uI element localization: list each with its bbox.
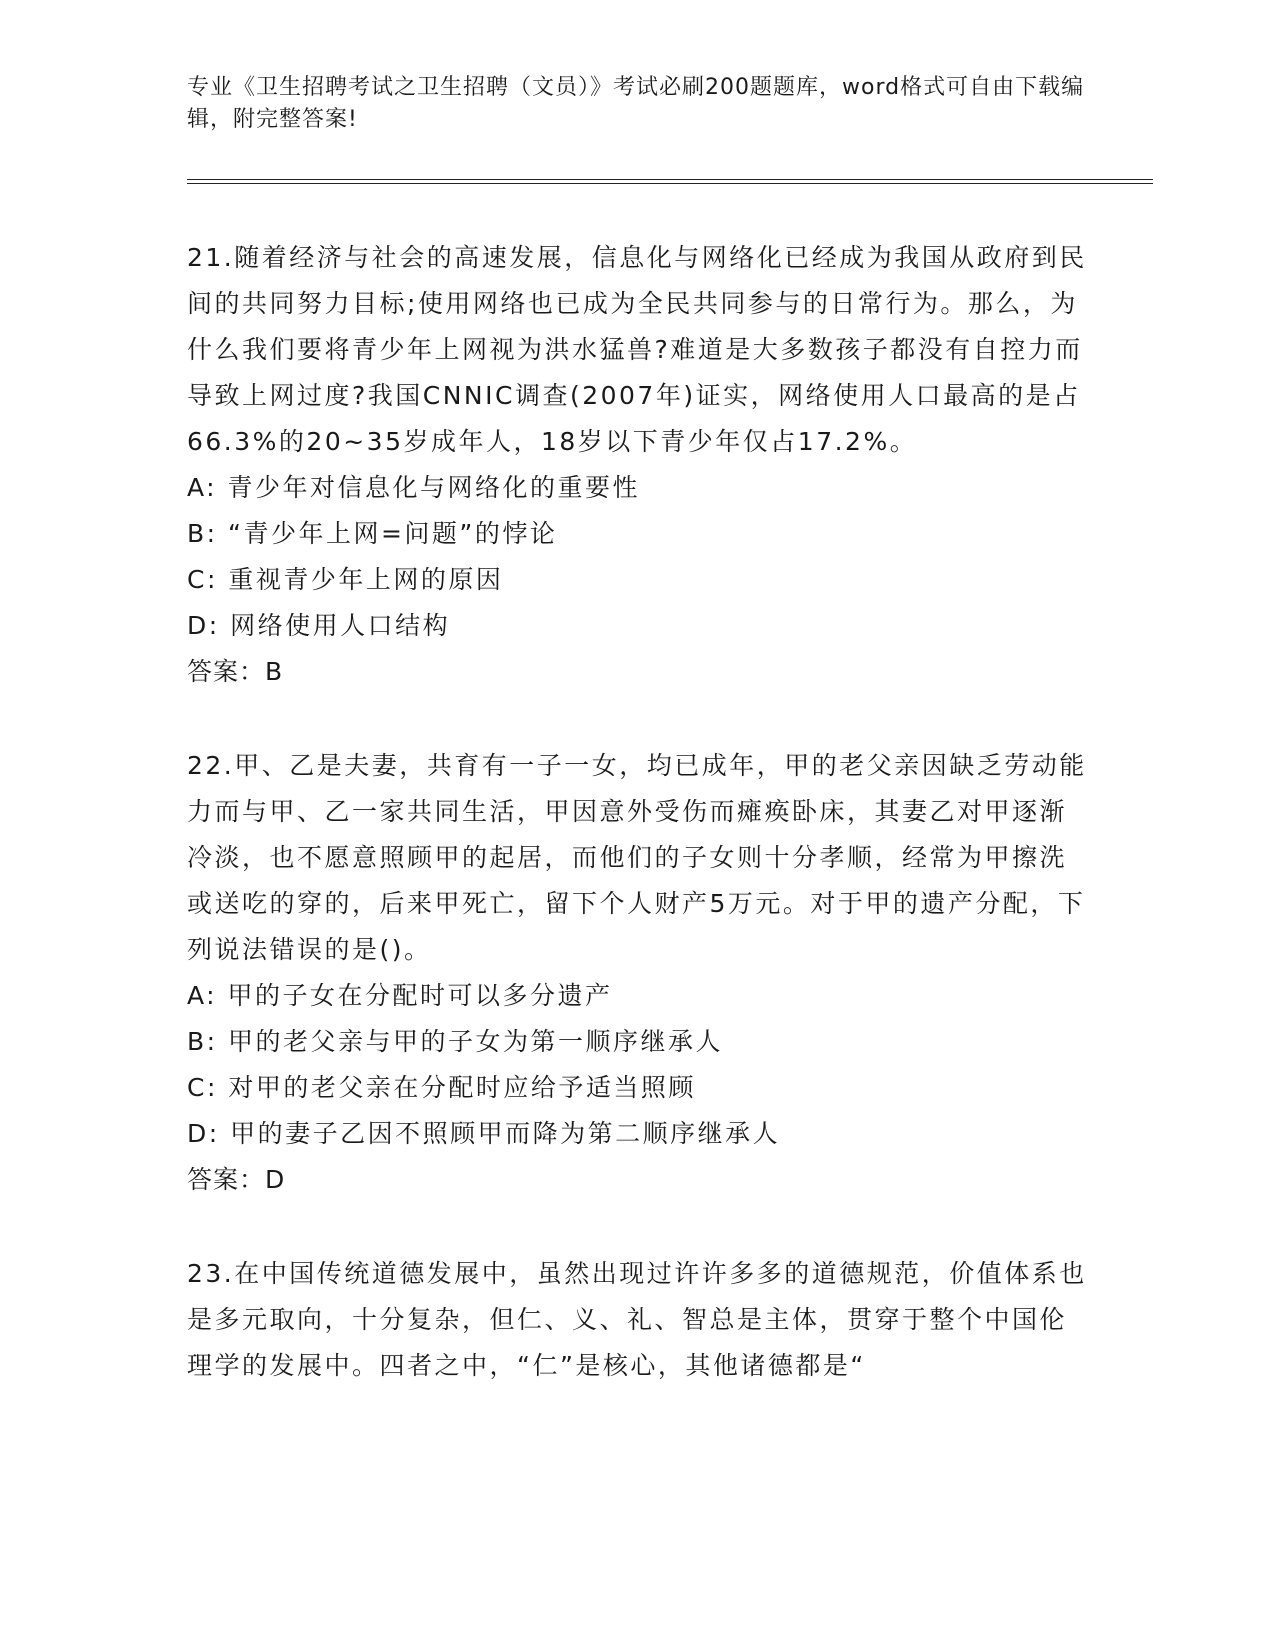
question-23 (187, 1251, 1087, 1389)
header-rule-bottom (187, 183, 1153, 184)
option-c: C: 对甲的老父亲在分配时应给予适当照顾 (187, 1073, 696, 1102)
question-text: 23.在中国传统道德发展中，虽然出现过许许多多的道德规范，价值体系也是多元取向，十分复杂，但仁、义、礼、智总是主体，贯穿于整个中国伦理学的发展中。四者之中，“仁”是核心，其他诸德都是“ (187, 1259, 1087, 1380)
question-text: 22.甲、乙是夫妻，共育有一子一女，均已成年，甲的老父亲因缺乏劳动能力而与甲、乙一家共同生活，甲因意外受伤而瘫痪卧床，其妻乙对甲逐渐冷淡，也不愿意照顾甲的起居，而他们的子女则十分孝顺，经常为甲擦洗或送吃的穿的，后来甲死亡，留下个人财产5万元。对于甲的遗产分配，下列说法错误的是()。 (187, 751, 1087, 964)
question-list (187, 235, 1087, 1437)
option-d: D: 网络使用人口结构 (187, 611, 451, 640)
option-d: D: 甲的妻子乙因不照顾甲而降为第二顺序继承人 (187, 1119, 781, 1148)
page-header: 专业《卫生招聘考试之卫生招聘（文员）》考试必刷200题题库，word格式可自由下载编辑，附完整答案! (187, 75, 1085, 132)
header-rule-top (187, 179, 1153, 180)
answer: 答案：B (187, 657, 284, 686)
option-b: B: 甲的老父亲与甲的子女为第一顺序继承人 (187, 1027, 724, 1056)
question-text: 21.随着经济与社会的高速发展，信息化与网络化已经成为我国从政府到民间的共同努力目标;使用网络也已成为全民共同参与的日常行为。那么，为什么我们要将青少年上网视为洪水猛兽?难道是大多数孩子都没有自控力而导致上网过度?我国CNNIC调查(2007年)证实，网络使用人口最高的是占66.3%的20~35岁成年人，18岁以下青少年仅占17.2%。 (187, 243, 1087, 456)
question-22 (187, 743, 1087, 1203)
option-c: C: 重视青少年上网的原因 (187, 565, 504, 594)
option-b: B: “青少年上网=问题”的悖论 (187, 519, 558, 548)
option-a: A: 青少年对信息化与网络化的重要性 (187, 473, 641, 502)
answer: 答案：D (187, 1165, 286, 1194)
question-21 (187, 235, 1087, 695)
option-a: A: 甲的子女在分配时可以多分遗产 (187, 981, 613, 1010)
